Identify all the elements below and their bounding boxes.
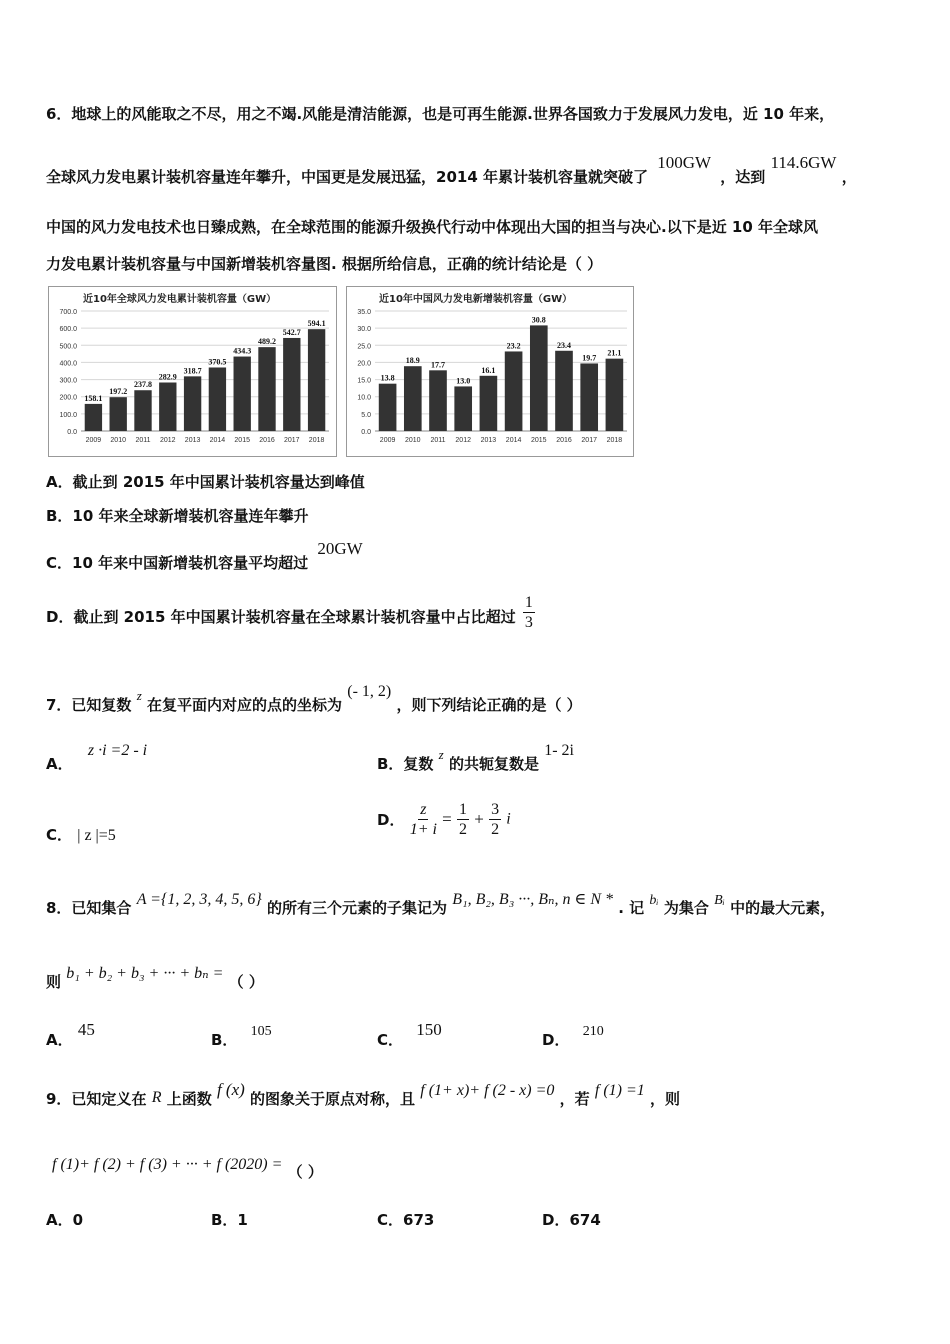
- q6-line2-text-c: ，: [841, 168, 857, 186]
- chart2-bar: [555, 351, 573, 431]
- q8-stem-e: 中的最大元素，: [730, 899, 836, 917]
- chart2-data-label: 30.8: [531, 315, 546, 325]
- chart-global-cumulative: [48, 286, 337, 457]
- chart2-bar: [530, 325, 548, 431]
- chart1-svg: [49, 287, 336, 456]
- chart2-bar: [454, 386, 472, 431]
- q8-subsets-math: B₁, B₂, B₃ ···, Bₙ, n ∈ N *: [452, 891, 614, 908]
- chart1-bar: [184, 376, 201, 431]
- chart2-ytick-label: 5.0: [361, 411, 371, 419]
- chart2-data-label: 18.9: [405, 356, 420, 366]
- chart1-xtick-label: 2018: [308, 437, 325, 444]
- chart2-xtick-label: 2010: [405, 437, 421, 444]
- q9-option-a[interactable]: A．0: [46, 1211, 84, 1229]
- chart2-xtick-label: 2016: [556, 437, 572, 444]
- chart1-data-label: 542.7: [282, 327, 301, 337]
- chart1-bar: [85, 404, 102, 431]
- chart2-xtick-label: 2017: [581, 437, 597, 444]
- chart2-xtick-label: 2015: [531, 437, 547, 444]
- q8-sum-math: b₁ + b₂ + b₃ + ··· + bₙ =: [66, 965, 224, 982]
- q7-option-a-math: z ·i =2 - i: [87, 742, 148, 759]
- q6-math-114gw: 114.6GW: [770, 153, 837, 172]
- chart1-xtick-label: 2012: [160, 437, 176, 444]
- q7-option-d-label: D．: [377, 811, 405, 829]
- q7-d-frac1-den: 1+ i: [409, 821, 437, 838]
- chart2-xtick-label: 2011: [430, 437, 446, 444]
- chart2-title: 近10年中国风力发电新增装机容量（GW）: [379, 294, 573, 305]
- chart1-xtick-label: 2010: [110, 437, 126, 444]
- chart2-ytick-label: 0.0: [361, 429, 371, 436]
- chart1-ytick-label: 400.0: [59, 360, 77, 368]
- q7-option-b-math: 1- 2i: [544, 742, 574, 759]
- q8-option-a-value: 45: [77, 1020, 95, 1039]
- chart2-bar: [379, 384, 397, 431]
- chart2-ytick-label: 35.0: [357, 309, 371, 316]
- q6-option-d-fraction: [523, 593, 535, 632]
- chart2-data-label: 13.0: [456, 376, 471, 386]
- chart2-data-label: 23.2: [506, 341, 521, 351]
- q6-option-c-text: C．10 年来中国新增装机容量平均超过: [46, 554, 309, 572]
- q8-stem: [46, 891, 836, 918]
- q9-f1-math: f (1) =1: [594, 1082, 645, 1099]
- chart1-bar: [159, 383, 176, 431]
- chart1-bar: [134, 390, 151, 431]
- q8-option-c[interactable]: [377, 1020, 442, 1050]
- chart-china-new: [346, 286, 634, 457]
- q7-stem-c: ，则下列结论正确的是（ ）: [396, 696, 582, 714]
- q6-line2-text-b: ，达到: [720, 168, 766, 186]
- q7-d-frac2-num: 1: [459, 801, 467, 818]
- q7-stem-z: z: [136, 688, 142, 703]
- q9-stem: [46, 1080, 681, 1109]
- q6-line4: 力发电累计装机容量与中国新增装机容量图. 根据所给信息，正确的统计结论是（ ）: [46, 255, 603, 273]
- q9-R: R: [151, 1089, 162, 1106]
- q8-option-d[interactable]: [542, 1024, 604, 1050]
- chart1-data-label: 434.3: [233, 346, 252, 356]
- chart1-ytick-label: 200.0: [59, 394, 77, 402]
- chart2-data-label: 16.1: [481, 365, 496, 375]
- chart1-xtick-label: 2016: [259, 437, 275, 444]
- chart2-data-label: 23.4: [557, 340, 571, 350]
- q8-option-b-label: B．: [211, 1031, 238, 1049]
- q7-option-a[interactable]: [46, 742, 148, 774]
- chart2-xtick-label: 2012: [455, 437, 471, 444]
- chart1-data-label: 489.2: [258, 337, 276, 347]
- q7-option-b-z: z: [438, 747, 444, 762]
- chart1-ytick-label: 700.0: [59, 309, 77, 316]
- q6-option-c[interactable]: [46, 539, 363, 573]
- chart2-data-label: 13.8: [380, 373, 395, 383]
- q8-option-a-label: A．: [46, 1031, 73, 1049]
- chart1-data-label: 197.2: [109, 387, 128, 397]
- chart2-ytick-label: 10.0: [357, 394, 371, 402]
- q9-stem-line2: [52, 1156, 323, 1182]
- q8-option-c-label: C．: [377, 1031, 404, 1049]
- chart2-svg: [347, 287, 633, 456]
- q7-option-d[interactable]: [377, 800, 511, 839]
- q8-stem-c: . 记: [618, 899, 645, 917]
- chart2-xtick-label: 2013: [480, 437, 497, 444]
- chart1-ytick-label: 500.0: [59, 343, 77, 351]
- chart1-bar: [110, 397, 127, 431]
- q9-stem-e: ，则: [650, 1090, 681, 1108]
- q8-stem-d: 为集合: [663, 899, 709, 917]
- chart2-bar: [480, 376, 498, 431]
- q9-fx: f (x): [216, 1080, 245, 1099]
- q9-stem-d: ，若: [559, 1090, 590, 1108]
- q8-option-d-value: 210: [582, 1024, 604, 1039]
- chart1-data-label: 594.1: [307, 319, 326, 329]
- chart2-ytick-label: 25.0: [357, 343, 371, 351]
- chart1-title: 近10年全球风力发电累计装机容量（GW）: [83, 294, 277, 305]
- q7-d-frac2-den: 2: [459, 821, 467, 838]
- chart1-xtick-label: 2014: [209, 437, 226, 444]
- q7-option-a-label: A．: [46, 755, 73, 773]
- q7-d-frac2: [457, 800, 469, 839]
- q7-option-b-label: B．复数: [377, 755, 434, 773]
- chart2-bar: [606, 359, 624, 431]
- q7-d-eq: =: [442, 809, 452, 829]
- q8-bi: bᵢ: [649, 893, 659, 908]
- chart2-bar: [429, 370, 447, 431]
- q7-option-c-math: | z |=5: [77, 827, 116, 844]
- q7-stem-a: 7．已知复数: [46, 696, 132, 714]
- chart1-ytick-label: 0.0: [67, 429, 77, 436]
- chart1-data-label: 318.7: [183, 366, 202, 376]
- q6-frac-num: 1: [524, 594, 533, 611]
- q9-option-d[interactable]: D．674: [542, 1211, 601, 1229]
- q9-condition-math: f (1+ x)+ f (2 - x) =0: [420, 1082, 555, 1099]
- chart1-ytick-label: 100.0: [59, 411, 77, 419]
- chart1-data-label: 370.5: [208, 357, 227, 367]
- chart2-bar: [505, 351, 523, 431]
- q7-d-frac3-num: 3: [491, 801, 500, 818]
- chart2-bar: [404, 366, 422, 431]
- q6-line3: 中国的风力发电技术也日臻成熟，在全球范围的能源升级换代行动中体现出大国的担当与决心.以下是近 10 年全球风: [46, 218, 819, 236]
- chart1-bar: [283, 338, 300, 431]
- chart1-ytick-label: 300.0: [59, 377, 77, 385]
- q8-option-b-value: 105: [250, 1024, 272, 1039]
- q8-stem-a: 8．已知集合: [46, 899, 132, 917]
- q9-stem-c: 的图象关于原点对称，且: [250, 1090, 416, 1108]
- chart1-xtick-label: 2013: [184, 437, 201, 444]
- q7-option-b-text: 的共轭复数是: [448, 755, 539, 773]
- q7-d-plus: +: [474, 809, 484, 829]
- chart2-ytick-label: 15.0: [357, 377, 371, 385]
- chart1-bar: [234, 357, 251, 431]
- chart1-xtick-label: 2017: [284, 437, 300, 444]
- q7-d-i: i: [506, 810, 511, 828]
- q9-paren: （ ）: [287, 1163, 323, 1181]
- chart1-data-label: 237.8: [134, 380, 152, 390]
- chart1-data-label: 158.1: [84, 393, 103, 403]
- q8-stem-b: 的所有三个元素的子集记为: [267, 899, 448, 917]
- q7-stem-point: (- 1, 2): [347, 683, 392, 700]
- q9-option-c[interactable]: C．673: [377, 1211, 435, 1229]
- q6-option-b[interactable]: B．10 年来全球新增装机容量连年攀升: [46, 507, 309, 525]
- q7-option-c-label: C．: [46, 826, 73, 844]
- q9-option-b[interactable]: B．1: [211, 1211, 248, 1229]
- chart2-ytick-label: 20.0: [357, 360, 371, 368]
- q7-option-c[interactable]: [46, 824, 116, 845]
- q9-stem-a: 9．已知定义在: [46, 1090, 147, 1108]
- q9-sum-math: f (1)+ f (2) + f (3) + ··· + f (2020) =: [52, 1156, 283, 1173]
- q8-paren: （ ）: [228, 973, 264, 991]
- q6-option-d-text: D．截止到 2015 年中国累计装机容量在全球累计装机容量中占比超过: [46, 608, 516, 626]
- chart1-xtick-label: 2009: [85, 437, 102, 444]
- chart1-bar: [308, 329, 325, 431]
- chart2-data-label: 21.1: [607, 348, 622, 358]
- chart1-data-label: 282.9: [158, 372, 177, 382]
- q6-line1: 6．地球上的风能取之不尽，用之不竭.风能是清洁能源，也是可再生能源.世界各国致力于发展风力发电，近 10 年来，: [46, 105, 835, 123]
- q6-option-a[interactable]: A．截止到 2015 年中国累计装机容量达到峰值: [46, 473, 365, 491]
- q6-math-100gw: 100GW: [657, 153, 712, 172]
- q8-stem-line2: [46, 965, 264, 992]
- q6-option-c-math: 20GW: [317, 539, 363, 558]
- q6-line2: [46, 153, 857, 187]
- chart2-xtick-label: 2014: [505, 437, 522, 444]
- chart2-xtick-label: 2009: [379, 437, 396, 444]
- q8-set-math: A ={1, 2, 3, 4, 5, 6}: [136, 891, 262, 908]
- chart2-ytick-label: 30.0: [357, 326, 371, 334]
- q7-d-frac3: [489, 800, 501, 839]
- q6-option-d[interactable]: [46, 594, 535, 636]
- q7-stem-b: 在复平面内对应的点的坐标为: [146, 696, 342, 714]
- q6-line2-text-a: 全球风力发电累计装机容量连年攀升，中国更是发展迅猛，2014 年累计装机容量就突破了: [46, 168, 648, 186]
- q8-option-d-label: D．: [542, 1031, 570, 1049]
- q8-option-b[interactable]: [211, 1024, 272, 1050]
- q7-d-frac1: [410, 800, 437, 839]
- chart2-bar: [580, 363, 598, 431]
- q8-line2-label: 则: [46, 973, 62, 991]
- chart2-xtick-label: 2018: [606, 437, 623, 444]
- chart1-xtick-label: 2011: [135, 437, 151, 444]
- q8-Bi: Bᵢ: [714, 893, 725, 908]
- chart1-ytick-label: 600.0: [59, 326, 77, 334]
- chart1-bar: [258, 347, 275, 431]
- q8-option-c-value: 150: [416, 1020, 442, 1039]
- chart1-bar: [209, 367, 226, 431]
- q7-option-b[interactable]: [377, 742, 574, 774]
- q7-d-frac1-num: z: [420, 801, 427, 818]
- q6-frac-den: 3: [524, 614, 533, 631]
- chart2-data-label: 19.7: [582, 353, 597, 363]
- q7-d-frac3-den: 2: [491, 821, 500, 838]
- chart1-xtick-label: 2015: [234, 437, 250, 444]
- q9-stem-b: 上函数: [166, 1090, 212, 1108]
- q7-stem: [46, 683, 582, 715]
- q8-option-a[interactable]: [46, 1020, 95, 1050]
- chart2-data-label: 17.7: [431, 360, 445, 370]
